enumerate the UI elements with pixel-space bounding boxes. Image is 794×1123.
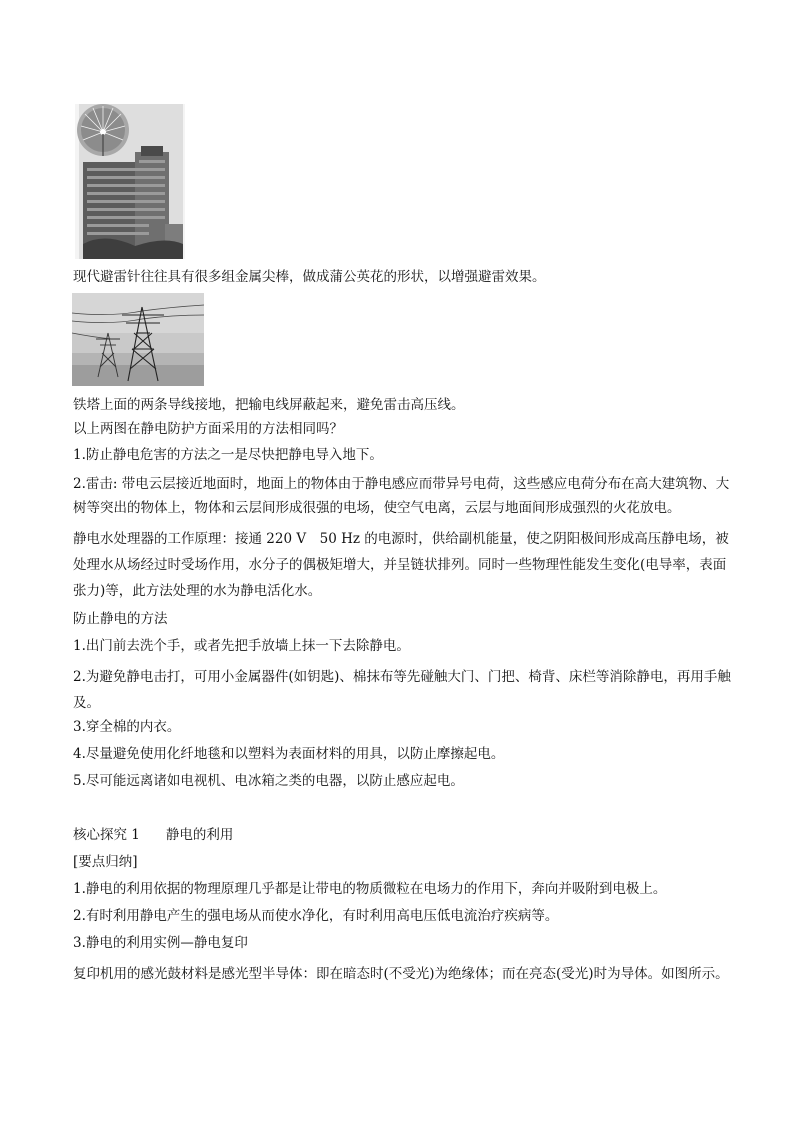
answer-2: 2.雷击: 带电云层接近地面时，地面上的物体由于静电感应而带异号电荷，这些感应电荷分布在高大建筑物、大树等突出的物体上，物体和云层间形成很强的电场，使空气电离，云层与地面间形成强烈的火花放电。 xyxy=(73,476,730,516)
power-tower-photo xyxy=(72,293,204,386)
power-tower-caption: 铁塔上面的两条导线接地，把输电线屏蔽起来，避免雷击高压线。 xyxy=(73,397,465,413)
section-heading xyxy=(73,826,233,844)
water-processor-paragraph: 静电水处理器的工作原理：接通 220 V 50 Hz 的电源时，供给副机能量，使之阴阳极间形成高压静电场，被处理水从场经过时受场作用，水分子的偶极矩增大，并呈链状排列。同时一些物理性能发生变化(电导率，表面张力)等，此方法处理的水为静电活化水。 xyxy=(73,531,729,599)
prevention-item-2: 2.为避免静电击打，可用小金属器件(如钥匙)、棉抹布等先碰触大门、门把、椅背、床栏等消除静电，再用手触及。 xyxy=(73,669,731,711)
section-label: 核心探究 1 xyxy=(73,827,140,843)
section-title: 静电的利用 xyxy=(165,827,234,843)
prevention-item-1: 1.出门前去洗个手，或者先把手放墙上抹一下去除静电。 xyxy=(73,638,410,654)
summary-tag: [要点归纳] xyxy=(73,854,138,870)
copy-description: 复印机用的感光鼓材料是感光型半导体：即在暗态时(不受光)为绝缘体；而在亮态(受光)时为导体。如图所示。 xyxy=(73,966,729,982)
prevention-title: 防止静电的方法 xyxy=(73,611,168,627)
lightning-rod-caption: 现代避雷针往往具有很多组金属尖棒，做成蒲公英花的形状，以增强避雷效果。 xyxy=(73,269,546,285)
question-text: 以上两图在静电防护方面采用的方法相同吗？ xyxy=(73,421,343,437)
core-point-3: 3.静电的利用实例—静电复印 xyxy=(73,935,248,951)
core-point-1: 1.静电的利用依据的物理原理几乎都是让带电的物质微粒在电场力的作用下，奔向并吸附到电极上。 xyxy=(73,881,667,897)
prevention-item-4: 4.尽量避免使用化纤地毯和以塑料为表面材料的用具，以防止摩擦起电。 xyxy=(73,746,505,762)
answer-1: 1.防止静电危害的方法之一是尽快把静电导入地下。 xyxy=(73,447,383,463)
prevention-item-3: 3.穿全棉的内衣。 xyxy=(73,719,181,735)
prevention-item-5: 5.尽可能远离诸如电视机、电冰箱之类的电器，以防止感应起电。 xyxy=(73,773,464,789)
lightning-rod-photo xyxy=(75,104,185,259)
core-point-2: 2.有时利用静电产生的强电场从而使水净化，有时利用高电压低电流治疗疾病等。 xyxy=(73,908,559,924)
